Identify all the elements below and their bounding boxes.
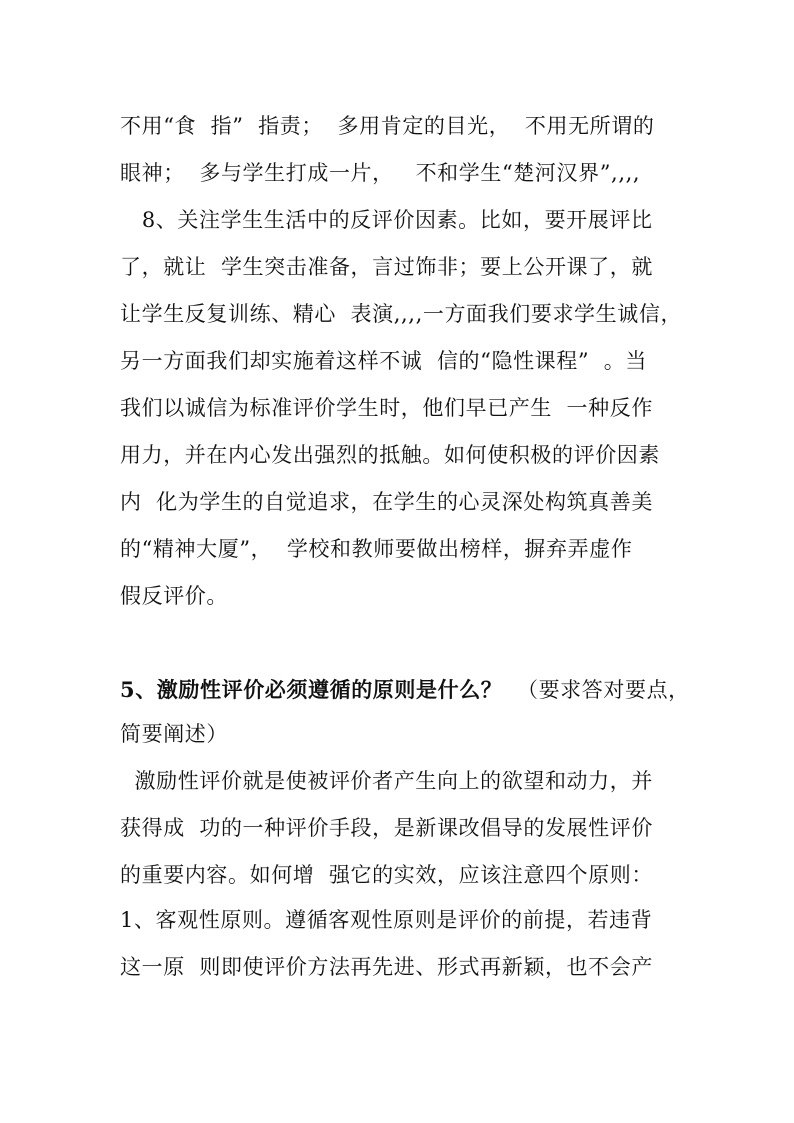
- paragraph-line: 我们以诚信为标准评价学生时，他们早已产生 一种反作: [120, 396, 653, 420]
- paragraph-line: 的“精神大厦”， 学校和教师要做出榜样，摒弃弄虚作: [120, 537, 633, 561]
- question-heading-requirement: （要求答对要点，: [502, 678, 690, 702]
- paragraph-line: 了，就让 学生突击准备，言过饰非；要上公开课了，就: [120, 255, 653, 279]
- paragraph-line: 内 化为学生的自觉追求，在学生的心灵深处构筑真善美: [120, 490, 653, 514]
- question-heading: [120, 676, 690, 704]
- paragraph-line: 不用“食 指” 指责； 多用肯定的目光， 不用无所谓的: [120, 114, 655, 138]
- paragraph-line: 用力，并在内心发出强烈的抵触。如何使积极的评价因素: [120, 443, 660, 467]
- paragraph-line: 的重要内容。如何增 强它的实效，应该注意四个原则：: [120, 863, 653, 887]
- paragraph-line: 另一方面我们却实施着这样不诚 信的“隐性课程” 。当: [120, 349, 647, 373]
- paragraph-line: 这一原 则即使评价方法再先进、形式再新颖，也不会产: [120, 955, 653, 979]
- paragraph-line: 眼神； 多与学生打成一片， 不和学生“楚河汉界”,,,,: [120, 161, 641, 185]
- question-heading-continuation: 简要阐述）: [120, 722, 228, 746]
- question-heading-bold: 5、激励性评价必须遵循的原则是什么？: [120, 677, 503, 702]
- paragraph-line: 假反评价。: [120, 584, 228, 608]
- paragraph-line: 让学生反复训练、精心 表演,,,,一方面我们要求学生诚信，: [120, 302, 683, 326]
- paragraph-line: 获得成 功的一种评价手段，是新课改倡导的发展性评价: [120, 816, 653, 840]
- paragraph-line: 1、客观性原则。遵循客观性原则是评价的前提，若违背: [120, 908, 653, 932]
- paragraph-line: 激励性评价就是使被评价者产生向上的欲望和动力，并: [120, 769, 653, 793]
- paragraph-line: 8、关注学生生活中的反评价因素。比如，要开展评比: [120, 208, 653, 232]
